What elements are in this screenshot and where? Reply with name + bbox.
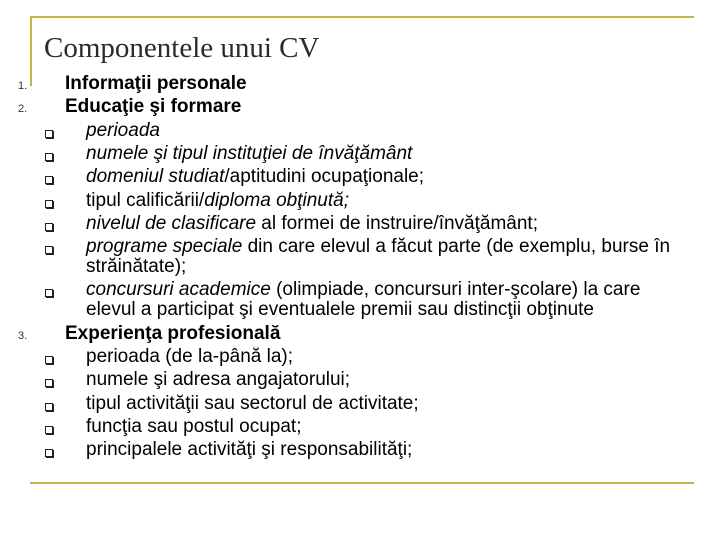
text-segment: concursuri academice bbox=[86, 279, 271, 301]
list-item-line bbox=[86, 299, 594, 321]
square-bullet-icon bbox=[45, 289, 53, 297]
list-item-line bbox=[86, 213, 538, 235]
square-bullet-icon bbox=[45, 153, 53, 161]
list-item-line bbox=[86, 346, 293, 368]
list-item-line bbox=[86, 190, 349, 212]
list-item-line bbox=[86, 166, 424, 188]
text-segment: diploma obţinută; bbox=[204, 189, 349, 211]
square-bullet-icon bbox=[45, 426, 53, 434]
text-segment: domeniul studiat bbox=[86, 166, 225, 188]
frame-bottom-line bbox=[30, 482, 694, 484]
list-item-line bbox=[86, 236, 670, 258]
square-bullet-icon bbox=[45, 246, 53, 254]
text-segment: perioada (de la-până la); bbox=[86, 346, 294, 367]
section-heading: Informaţii personale bbox=[65, 73, 247, 94]
frame-left-line bbox=[30, 16, 32, 86]
square-bullet-icon bbox=[45, 200, 53, 208]
text-segment: funcţia sau postul ocupat; bbox=[86, 415, 302, 437]
list-item-line bbox=[86, 279, 640, 301]
text-segment: tipul calificării/ bbox=[86, 189, 205, 211]
text-segment: tipul activităţii sau sectorul de activitate; bbox=[86, 392, 419, 414]
square-bullet-icon bbox=[45, 379, 53, 387]
section-heading: Experienţa profesională bbox=[65, 322, 281, 344]
text-segment: străinătate); bbox=[86, 256, 187, 278]
text-segment: programe speciale bbox=[86, 236, 243, 258]
square-bullet-icon bbox=[45, 356, 53, 364]
text-segment: perioada bbox=[86, 119, 160, 141]
slide-title: Componentele unui CV bbox=[44, 32, 320, 64]
list-item-line bbox=[86, 416, 301, 438]
list-item-line bbox=[86, 369, 350, 391]
square-bullet-icon bbox=[45, 403, 53, 411]
list-item-line bbox=[86, 393, 419, 415]
text-segment: principalele activităţi şi responsabilităţi; bbox=[86, 439, 413, 461]
text-segment: din care elevul a făcut parte (de exemplu, burse în bbox=[242, 236, 671, 258]
list-item-line bbox=[86, 439, 412, 461]
text-segment: al formei de instruire/învăţământ; bbox=[256, 212, 538, 234]
square-bullet-icon bbox=[45, 176, 53, 184]
text-segment: (olimpiade, concursuri inter-şcolare) la care bbox=[270, 279, 641, 301]
section-number: 3. bbox=[18, 329, 28, 342]
section-heading: Educaţie şi formare bbox=[65, 96, 242, 118]
frame-top-line bbox=[30, 16, 694, 18]
text-segment: elevul a participat şi eventualele premii sau distincţii obţinute bbox=[86, 299, 594, 321]
list-item-line bbox=[86, 143, 412, 165]
section-number: 1. bbox=[18, 80, 28, 92]
text-segment: numele şi adresa angajatorului; bbox=[86, 369, 351, 391]
list-item-line bbox=[86, 256, 186, 278]
square-bullet-icon bbox=[45, 130, 53, 138]
list-item-line bbox=[86, 120, 160, 142]
text-segment: /aptitudini ocupaţionale; bbox=[224, 166, 425, 188]
square-bullet-icon bbox=[45, 449, 53, 457]
square-bullet-icon bbox=[45, 223, 53, 231]
text-segment: numele şi tipul instituţiei de învăţământ bbox=[86, 142, 413, 164]
text-segment: nivelul de clasificare bbox=[86, 212, 257, 234]
section-number: 2. bbox=[18, 103, 28, 116]
